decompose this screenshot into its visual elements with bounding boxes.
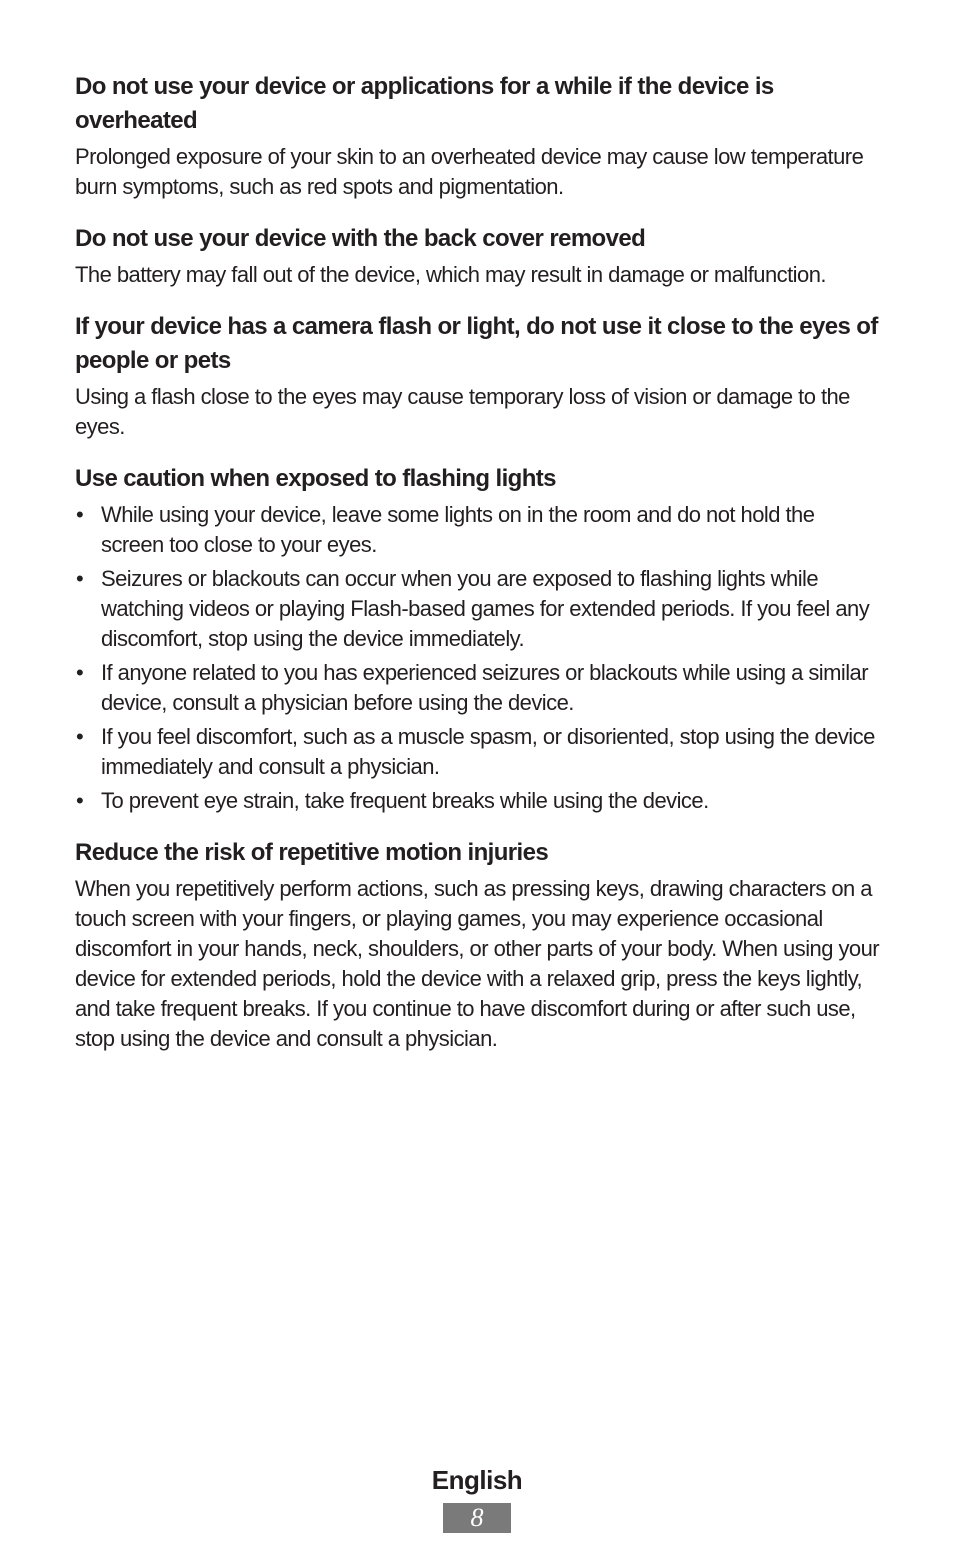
page-content xyxy=(75,70,881,1074)
list-item-text: To prevent eye strain, take frequent breaks while using the device. xyxy=(101,788,709,813)
section-heading: Do not use your device with the back cover removed xyxy=(75,225,646,252)
section-heading: Do not use your device or applications for a while if the device is overheated xyxy=(75,73,774,134)
bullet-icon: • xyxy=(76,660,84,685)
bullet-icon: • xyxy=(76,502,84,527)
bullet-icon: • xyxy=(76,724,84,749)
section-body: Prolonged exposure of your skin to an overheated device may cause low temperature burn symptoms, such as red spots and pigmentation. xyxy=(75,144,864,199)
section-heading: Use caution when exposed to flashing lights xyxy=(75,465,556,492)
list-item-text: Seizures or blackouts can occur when you are exposed to flashing lights while watching videos or playing Flash-based games for extended periods. If you feel any discomfort, stop using the device immediately. xyxy=(101,566,870,651)
list-item xyxy=(75,786,881,816)
list-item-text: If anyone related to you has experienced seizures or blackouts while using a similar device, consult a physician before using the device. xyxy=(101,660,869,715)
list-item-text: If you feel discomfort, such as a muscle spasm, or disoriented, stop using the device immediately and consult a physician. xyxy=(101,724,875,779)
section-heading: If your device has a camera flash or light, do not use it close to the eyes of people or pets xyxy=(75,313,878,374)
list-item xyxy=(75,500,881,560)
page-number: 8 xyxy=(443,1503,511,1533)
bullet-list xyxy=(75,500,881,816)
section-body: When you repetitively perform actions, such as pressing keys, drawing characters on a touch screen with your fingers, or playing games, you may experience occasional discomfort in your hands, neck, shoulders, or other parts of your body. When using your device for extended periods, hold the device with a relaxed grip, press the keys lightly, and take frequent breaks. If you continue to have discomfort during or after such use, stop using the device and consult a physician. xyxy=(75,876,880,1051)
list-item xyxy=(75,564,881,654)
section-body: Using a flash close to the eyes may cause temporary loss of vision or damage to the eyes. xyxy=(75,384,850,439)
list-item xyxy=(75,658,881,718)
footer-language: English xyxy=(431,1465,523,1495)
section-overheated xyxy=(75,70,881,202)
section-flashing-lights xyxy=(75,462,881,816)
section-camera-flash xyxy=(75,310,881,442)
section-body: The battery may fall out of the device, which may result in damage or malfunction. xyxy=(75,262,826,287)
section-heading: Reduce the risk of repetitive motion injuries xyxy=(75,839,549,866)
bullet-icon: • xyxy=(76,566,84,591)
section-back-cover xyxy=(75,222,881,290)
list-item-text: While using your device, leave some lights on in the room and do not hold the screen too close to your eyes. xyxy=(101,502,815,557)
list-item xyxy=(75,722,881,782)
section-repetitive-motion xyxy=(75,836,881,1054)
page-footer xyxy=(0,1462,954,1533)
bullet-icon: • xyxy=(76,788,84,813)
